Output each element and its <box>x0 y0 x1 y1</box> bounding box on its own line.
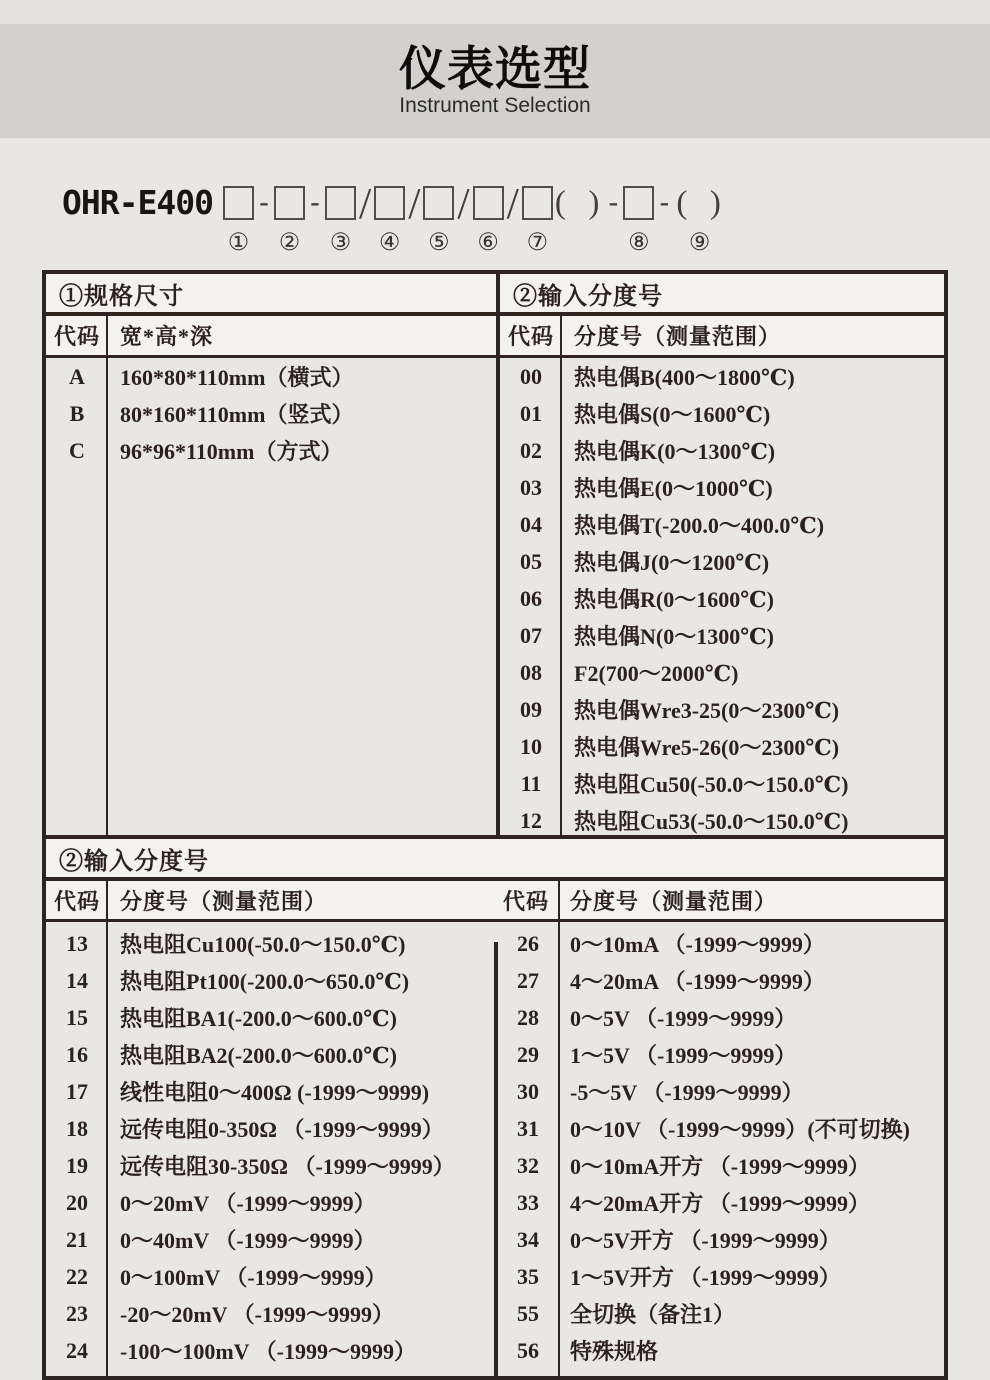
row-code: 18 <box>66 1115 88 1141</box>
row-code: A <box>69 363 85 389</box>
row-desc: 0～5V开方 （-1999～9999） <box>570 1228 841 1253</box>
row-desc: 远传电阻0-350Ω （-1999～9999） <box>120 1117 444 1142</box>
table-row <box>500 802 944 839</box>
top-strip <box>0 0 990 24</box>
row-desc: 全切换（备注1） <box>570 1302 736 1327</box>
page-subtitle: Instrument Selection <box>399 94 591 118</box>
row-desc: 热电偶S(0～1600℃) <box>574 402 771 427</box>
model-segment <box>553 178 603 256</box>
model-position-number: ③ <box>329 230 352 256</box>
model-option-box <box>223 186 254 220</box>
column-header-code: 代码 <box>502 888 549 914</box>
model-box-slot <box>325 178 356 228</box>
model-separator: / <box>457 178 470 228</box>
table1-left-body <box>46 316 496 835</box>
table1-right <box>500 274 944 835</box>
model-position-number: ⑦ <box>526 230 549 256</box>
column-header-desc: 分度号（测量范围） <box>120 888 328 914</box>
model-box-slot <box>522 178 553 228</box>
table2-header: ②输入分度号 <box>46 839 944 881</box>
table-row <box>46 925 494 962</box>
model-segment <box>274 178 305 256</box>
column-header-desc: 宽*高*深 <box>120 324 214 349</box>
title-banner <box>0 24 990 138</box>
table-row <box>46 999 494 1036</box>
row-desc: -5～5V （-1999～9999） <box>570 1080 804 1105</box>
row-code: 02 <box>520 437 542 463</box>
row-code: 29 <box>517 1041 539 1067</box>
row-code: C <box>69 437 85 463</box>
model-position-number: ① <box>227 230 250 256</box>
row-desc: 热电偶B(400～1800℃) <box>574 365 795 390</box>
row-code: 22 <box>66 1263 88 1289</box>
table-row <box>498 1073 944 1110</box>
table-row <box>46 1147 494 1184</box>
table-row <box>46 1036 494 1073</box>
selection-table <box>42 270 948 1380</box>
row-code: 12 <box>520 807 542 833</box>
table-row <box>500 358 944 395</box>
model-separator: / <box>506 178 519 228</box>
row-code: 01 <box>520 400 542 426</box>
table1-left-rows <box>46 358 496 469</box>
table-row <box>46 395 496 432</box>
row-code: 17 <box>66 1078 88 1104</box>
table2-right-rows <box>498 925 944 1369</box>
row-code: 33 <box>517 1189 539 1215</box>
row-desc: 0～5V （-1999～9999） <box>570 1006 797 1031</box>
row-desc: 0～10V （-1999～9999）(不可切换) <box>570 1117 910 1142</box>
row-desc: 热电偶E(0～1000℃) <box>574 476 773 501</box>
row-desc: 96*96*110mm（方式） <box>120 439 343 464</box>
row-code: 00 <box>520 363 542 389</box>
model-segment <box>454 178 472 256</box>
row-code: 56 <box>517 1337 539 1363</box>
table-row <box>500 654 944 691</box>
row-desc: 线性电阻0～400Ω (-1999～9999) <box>120 1080 430 1105</box>
table-row <box>498 925 944 962</box>
table-row <box>500 691 944 728</box>
table-row <box>498 1110 944 1147</box>
table-row <box>46 1221 494 1258</box>
model-option-box <box>522 186 553 220</box>
table2-left-rows <box>46 925 494 1369</box>
row-desc: 0～20mV （-1999～9999） <box>120 1191 376 1216</box>
model-box-slot <box>623 178 654 228</box>
row-code: 09 <box>520 696 542 722</box>
row-code: 16 <box>66 1041 88 1067</box>
row-desc: 1～5V开方 （-1999～9999） <box>570 1265 841 1290</box>
model-separator: - <box>258 186 269 219</box>
model-position-number: ⑥ <box>477 230 499 256</box>
table-row <box>498 1221 944 1258</box>
model-segment <box>603 178 623 256</box>
row-code: 55 <box>517 1300 539 1326</box>
table1-right-header: ②输入分度号 <box>500 274 944 316</box>
row-code: 32 <box>517 1152 539 1178</box>
row-desc: 0～40mV （-1999～9999） <box>120 1228 376 1253</box>
table-row <box>46 1184 494 1221</box>
row-desc: 远传电阻30-350Ω （-1999～9999） <box>120 1154 455 1179</box>
column-header-code: 代码 <box>53 324 100 349</box>
table1-right-rows <box>500 358 944 839</box>
model-separator: ( ) <box>676 184 723 221</box>
model-separator: - <box>309 186 320 219</box>
row-desc: 0～10mA （-1999～9999） <box>570 932 825 957</box>
model-separator: / <box>408 178 421 228</box>
row-code: 23 <box>66 1300 88 1326</box>
table-row <box>46 1110 494 1147</box>
row-desc: 4～20mA开方 （-1999～9999） <box>570 1191 871 1216</box>
table-row <box>46 1332 494 1369</box>
row-code: 08 <box>520 659 542 685</box>
model-segment <box>325 178 356 256</box>
model-option-box <box>423 186 454 220</box>
table-row <box>500 469 944 506</box>
row-desc: 热电阻Pt100(-200.0～650.0℃) <box>120 969 410 994</box>
table-row <box>46 1295 494 1332</box>
table-row <box>500 765 944 802</box>
table-row <box>46 432 496 469</box>
table1-right-subheader <box>500 316 944 358</box>
table-row <box>500 395 944 432</box>
row-desc: F2(700～2000℃) <box>574 661 739 686</box>
row-desc: -20～20mV （-1999～9999） <box>120 1302 394 1327</box>
row-desc: 热电偶Wre5-26(0～2300℃) <box>574 735 840 760</box>
table-row <box>500 432 944 469</box>
row-code: 14 <box>66 967 88 993</box>
row-code: 31 <box>517 1115 539 1141</box>
model-option-box <box>623 186 654 220</box>
model-option-box <box>325 186 356 220</box>
model-box-slot <box>374 178 405 228</box>
row-code: 26 <box>517 930 539 956</box>
model-prefix: OHR-E400 <box>62 183 213 222</box>
model-box-slot <box>274 178 305 228</box>
model-separator: / <box>358 178 372 228</box>
table1-left <box>46 274 496 835</box>
row-code: 11 <box>520 770 542 796</box>
row-code: 03 <box>520 474 542 500</box>
row-code: 06 <box>520 585 542 611</box>
table-row <box>498 1332 944 1369</box>
model-box-slot <box>223 178 254 228</box>
row-code: 21 <box>66 1226 88 1252</box>
table2 <box>46 839 944 1377</box>
table-row <box>500 506 944 543</box>
model-segment <box>405 178 423 256</box>
row-code: 27 <box>517 967 539 993</box>
table1-left-subheader <box>46 316 496 358</box>
row-desc: 热电偶N(0～1300℃) <box>574 624 774 649</box>
model-separator: - <box>659 186 670 219</box>
column-header-code: 代码 <box>53 888 100 914</box>
table-row <box>498 1258 944 1295</box>
model-code <box>62 178 980 256</box>
row-desc: 热电偶T(-200.0～400.0℃) <box>574 513 825 538</box>
row-desc: 热电阻Cu53(-50.0～150.0℃) <box>574 809 849 834</box>
table-row <box>498 1295 944 1332</box>
row-desc: 1～5V （-1999～9999） <box>570 1043 797 1068</box>
row-code: 10 <box>520 733 542 759</box>
row-code: 15 <box>66 1004 88 1030</box>
row-code: B <box>69 400 85 426</box>
model-position-number: ⑨ <box>688 230 711 256</box>
table-row <box>46 962 494 999</box>
model-segment <box>654 178 674 256</box>
row-desc: 0～10mA开方 （-1999～9999） <box>570 1154 871 1179</box>
row-desc: 热电偶K(0～1300℃) <box>574 439 776 464</box>
model-segment <box>374 178 405 256</box>
row-code: 20 <box>66 1189 88 1215</box>
table1 <box>46 274 944 839</box>
row-desc: 热电偶J(0～1200℃) <box>574 550 770 575</box>
table-row <box>498 1036 944 1073</box>
row-code: 19 <box>66 1152 88 1178</box>
column-header-desc: 分度号（测量范围） <box>570 888 778 914</box>
model-segment <box>473 178 504 256</box>
table2-body <box>46 881 944 1377</box>
model-separator: ( ) <box>554 184 602 221</box>
column-divider <box>106 316 108 835</box>
row-code: 34 <box>517 1226 539 1252</box>
row-desc: 热电阻Cu50(-50.0～150.0℃) <box>574 772 849 797</box>
model-segment <box>504 178 522 256</box>
column-header-desc: 分度号（测量范围） <box>574 324 782 349</box>
table-row <box>498 999 944 1036</box>
model-segment <box>623 178 654 256</box>
column-divider <box>560 316 562 835</box>
model-segment <box>356 178 374 256</box>
model-segment <box>223 178 254 256</box>
row-code: 13 <box>66 930 88 956</box>
row-code: 04 <box>520 511 542 537</box>
model-position-number: ⑧ <box>628 230 650 256</box>
row-desc: 热电偶R(0～1600℃) <box>574 587 774 612</box>
row-desc: 热电阻Cu100(-50.0～150.0℃) <box>120 932 406 957</box>
row-desc: 热电偶Wre3-25(0～2300℃) <box>574 698 840 723</box>
row-code: 24 <box>66 1337 88 1363</box>
model-option-box <box>274 186 305 220</box>
table-row <box>498 1147 944 1184</box>
row-desc: 特殊规格 <box>570 1339 659 1364</box>
table-row <box>500 617 944 654</box>
page-title: 仪表选型 <box>399 41 591 95</box>
row-desc: 热电阻BA2(-200.0～600.0℃) <box>120 1043 397 1068</box>
table-row <box>500 543 944 580</box>
table-row <box>498 962 944 999</box>
row-code: 28 <box>517 1004 539 1030</box>
row-desc: 80*160*110mm（竖式） <box>120 402 354 427</box>
row-desc: 0～100mV （-1999～9999） <box>120 1265 387 1290</box>
table2-subheader <box>46 881 944 922</box>
row-desc: -100～100mV （-1999～9999） <box>120 1339 416 1364</box>
model-position-number: ② <box>278 230 301 256</box>
model-segment <box>305 178 325 256</box>
model-segment <box>522 178 553 256</box>
model-position-number: ④ <box>378 230 401 256</box>
table1-left-header: ①规格尺寸 <box>46 274 496 316</box>
table-row <box>46 358 496 395</box>
row-code: 35 <box>517 1263 539 1289</box>
model-separator: - <box>608 186 619 219</box>
table-row <box>500 728 944 765</box>
model-position-number: ⑤ <box>428 230 450 256</box>
table-row <box>46 1073 494 1110</box>
row-code: 07 <box>520 622 542 648</box>
model-box-slot <box>473 178 504 228</box>
table-row <box>46 1258 494 1295</box>
model-segment <box>254 178 274 256</box>
model-segment <box>674 178 724 256</box>
row-desc: 热电阻BA1(-200.0～600.0℃) <box>120 1006 397 1031</box>
model-code-segments <box>223 178 725 256</box>
row-code: 30 <box>517 1078 539 1104</box>
table-row <box>498 1184 944 1221</box>
row-desc: 4～20mA （-1999～9999） <box>570 969 825 994</box>
model-option-box <box>374 186 405 220</box>
table-row <box>500 580 944 617</box>
model-box-slot <box>423 178 454 228</box>
row-code: 05 <box>520 548 542 574</box>
model-option-box <box>473 186 504 220</box>
row-desc: 160*80*110mm（横式） <box>120 365 354 390</box>
model-segment <box>423 178 454 256</box>
table1-right-body <box>500 316 944 835</box>
column-header-code: 代码 <box>507 324 554 349</box>
